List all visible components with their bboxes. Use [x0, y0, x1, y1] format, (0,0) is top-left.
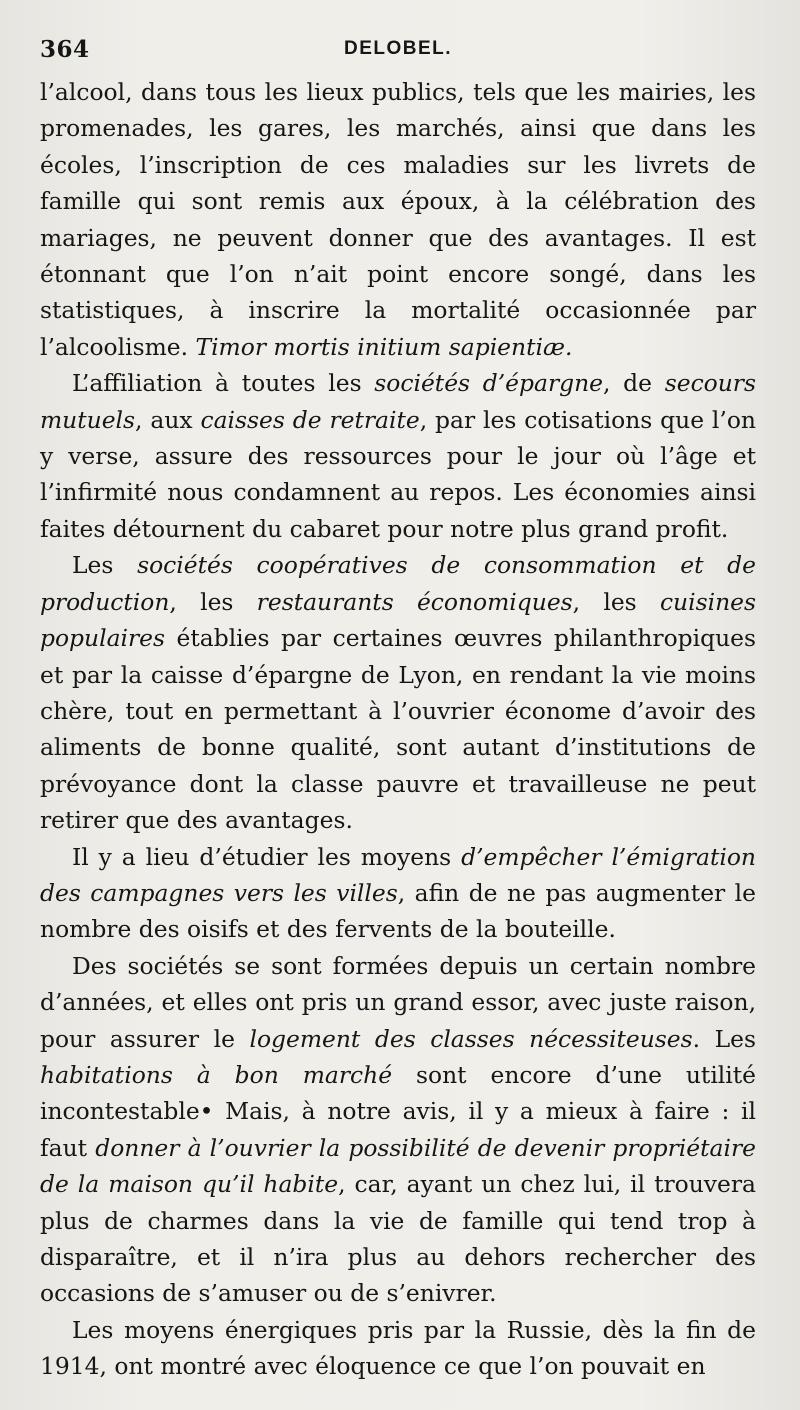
- text-run: , les: [572, 587, 660, 616]
- italic-run: cuisines populaires: [40, 587, 756, 653]
- page-header: [40, 30, 756, 74]
- paragraph: [40, 547, 756, 838]
- text-run: l’alcool, dans tous les lieux publics, tels que les mairies, les promenades, les gares, les marchés, ainsi que dans les écoles, l’inscription de ces maladies sur les livrets de famille qui sont remis aux époux, à la célébration des mariages, ne peuvent donner que des avantages. Il est étonnant que l’on n’ait point encore songé, dans les statistiques, à inscrire la mortalité occasionnée par l’alcoolisme.: [40, 78, 756, 361]
- page-number: 364: [40, 36, 90, 63]
- italic-run: logement des classes nécessiteuses: [249, 1024, 693, 1053]
- italic-run: donner à l’ouvrier la possibilité de devenir propriétaire de la maison qu’il habite: [40, 1133, 756, 1199]
- text-run: , par les cotisations que l’on y verse, assure des ressources pour le jour où l’âge et l’infirmité nous condamnent au repos. Les économies ainsi faites détournent du cabaret pour notre plus grand profit.: [40, 405, 757, 543]
- text-run: , les: [169, 587, 257, 616]
- italic-run: d’empêcher l’émigration des campagnes vers les villes: [40, 842, 756, 907]
- body-text: [40, 74, 756, 1385]
- italic-run: caisses de retraite: [200, 405, 420, 434]
- text-run: sont encore d’une utilité incontestable• Mais, à notre avis, il y a mieux à faire : il faut: [40, 1060, 756, 1162]
- text-run: Les: [72, 551, 138, 580]
- italic-run: Timor mortis initium sapientiæ.: [195, 332, 573, 361]
- paragraph: [40, 948, 756, 1312]
- paragraph: [40, 74, 756, 365]
- italic-run: restaurants économiques: [256, 587, 573, 616]
- text-run: , car, ayant un chez lui, il trouvera plus de charmes dans la vie de famille qui tend trop à disparaître, et il n’ira plus au dehors rechercher des occasions de s’amuser ou de s’enivrer.: [40, 1170, 756, 1308]
- text-run: Des sociétés se sont formées depuis un certain nombre d’années, et elles ont pris un grand essor, avec juste raison, pour assurer le: [40, 951, 756, 1053]
- text-run: L’affiliation à toutes les: [72, 369, 375, 398]
- italic-run: habitations à bon marché: [40, 1060, 393, 1089]
- paragraph: [40, 1312, 756, 1385]
- text-run: Les moyens énergiques pris par la Russie, dès la fin de 1914, ont montré avec éloquence ce que l’on pouvait en: [40, 1315, 756, 1381]
- running-head: DELOBEL.: [343, 38, 453, 59]
- paragraph: [40, 839, 756, 948]
- text-run: Il y a lieu d’étudier les moyens: [72, 842, 462, 871]
- italic-run: sociétés d’épargne: [374, 369, 604, 398]
- text-run: , afin de ne pas augmenter le nombre des oisifs et des fervents de la bouteille.: [40, 878, 756, 944]
- italic-run: secours mutuels: [40, 369, 756, 434]
- paragraph: [40, 365, 756, 547]
- text-run: , aux: [135, 405, 201, 434]
- text-run: , de: [603, 369, 665, 398]
- text-run: établies par certaines œuvres philanthropiques et par la caisse d’épargne de Lyon, en rendant la vie moins chère, tout en permettant à l’ouvrier économe d’avoir des aliments de bonne qualité, sont autant d’institutions de prévoyance dont la classe pauvre et travailleuse ne peut retirer que des avantages.: [40, 624, 756, 835]
- italic-run: sociétés coopératives de consommation et de production: [40, 551, 756, 616]
- text-run: . Les: [692, 1024, 757, 1053]
